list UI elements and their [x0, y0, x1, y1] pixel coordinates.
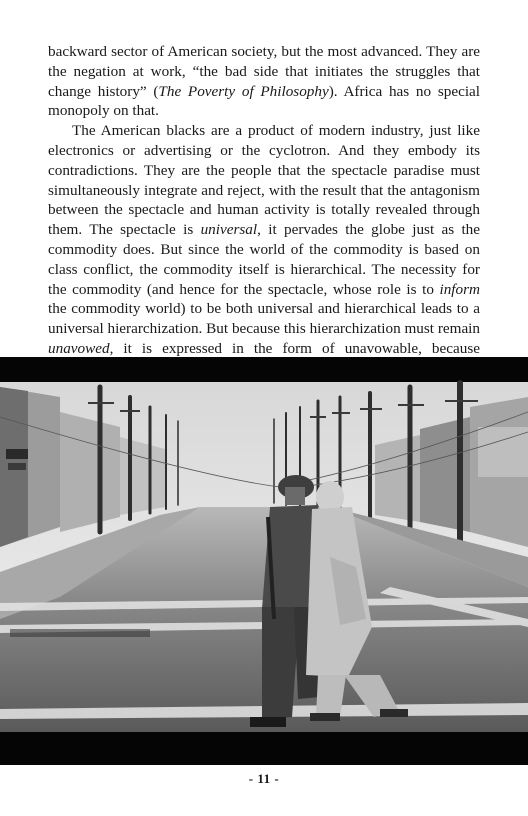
paragraph-text: The American blacks are a product of modern industry, just like electronics or advertising or the cyclotron. And they embody its contradictions. They are the people that the spectacle paradise must simultaneously integrate and reject, with the result that the antagonism between the spectacle and human activity is totally revealed through them. The spectacle is	[48, 122, 480, 239]
emphasis-text: unavowed	[48, 339, 110, 357]
book-title-citation: The Poverty of Philosophy	[158, 82, 329, 100]
paragraph-text: the commodity world) to be both universal and hierarchical leads to a universal hierarchization. But because this hierarchization must remain	[48, 300, 480, 338]
paragraph	[48, 121, 480, 378]
paragraph-text: backward sector of American society, but the most advanced. They are the negation at work, “the bad side that initiates the struggles that change history” (	[48, 43, 480, 100]
paragraph-continued	[48, 42, 480, 121]
body-text	[48, 42, 480, 379]
paragraph-text: , it is expressed in the form of unavowable, because	[109, 339, 480, 357]
street-photograph	[0, 357, 528, 765]
paragraph-text: ). Africa has no special monopoly on that.	[48, 82, 480, 120]
paragraph-text: , it pervades the globe just as the commodity does. But since the world of the commodity is based on class conflict, the commodity itself is hierarchical. The necessity for the commodity (and hence for the spectacle, whose role is to	[48, 221, 481, 298]
photograph-illustration	[0, 357, 528, 765]
page-number: - 11 -	[248, 771, 280, 786]
emphasis-text: universal	[200, 221, 258, 239]
emphasis-text: inform	[439, 280, 480, 298]
